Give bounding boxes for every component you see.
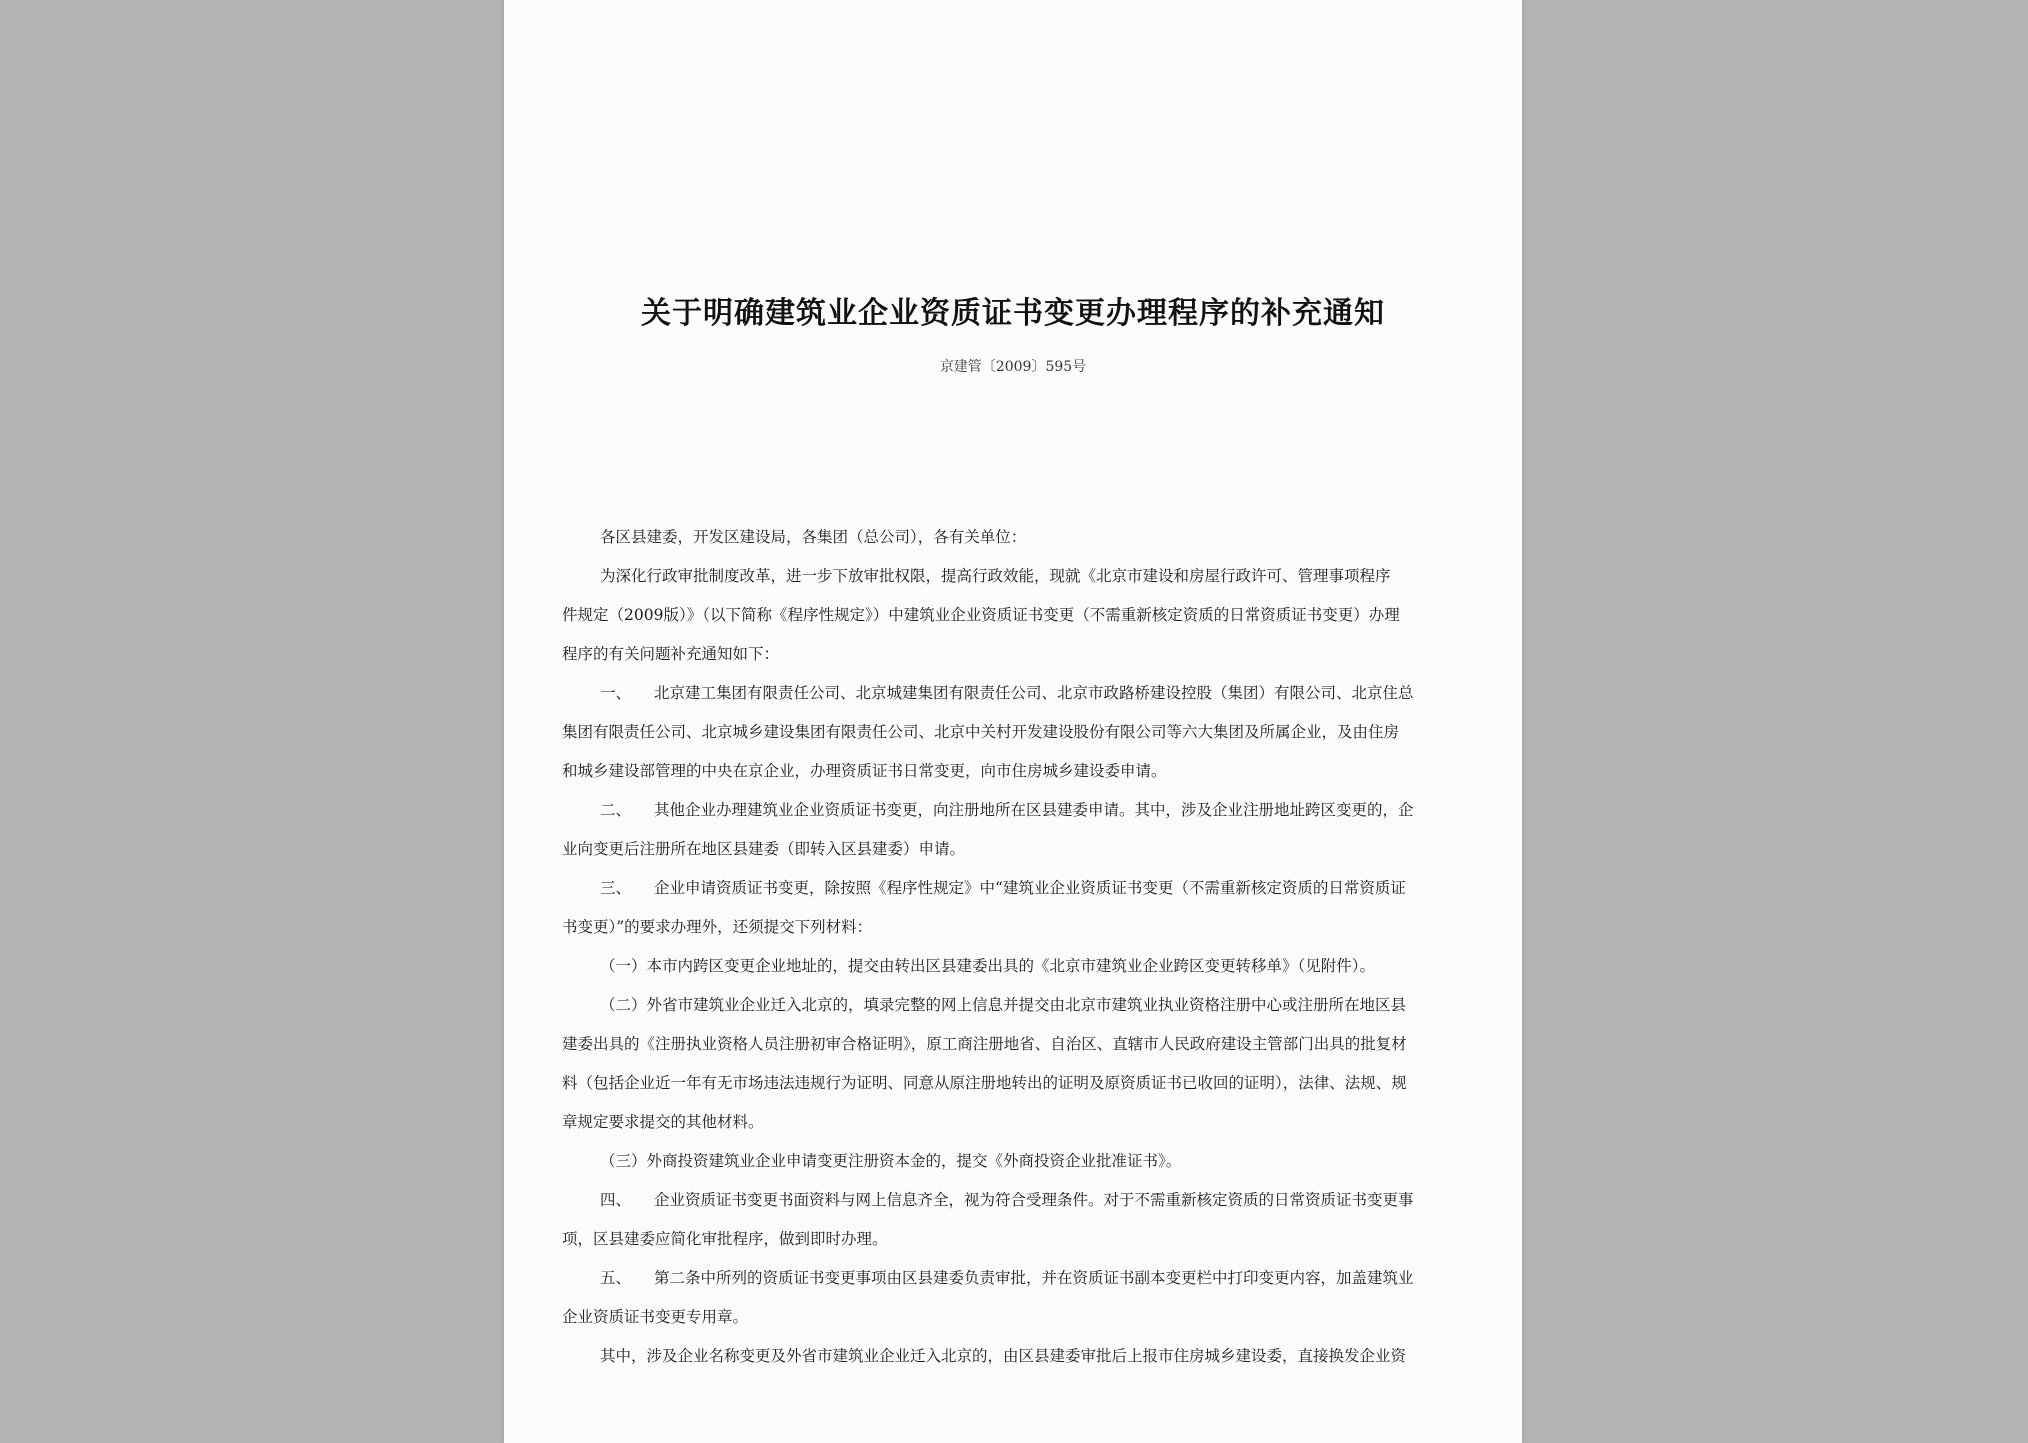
text-line <box>562 908 1522 947</box>
line-text: （二）外省市建筑业企业迁入北京的，填录完整的网上信息并提交由北京市建筑业执业资格注册中心或注册所在地区县 <box>600 996 1407 1014</box>
text-line <box>562 1298 1522 1337</box>
text-line <box>562 518 1522 557</box>
line-text: 北京建工集团有限责任公司、北京城建集团有限责任公司、北京市政路桥建设控股（集团）有限公司、北京住总 <box>654 684 1414 702</box>
line-text: 企业资质证书变更书面资料与网上信息齐全，视为符合受理条件。对于不需重新核定资质的日常资质证书变更事 <box>654 1191 1414 1209</box>
document-body <box>562 518 1522 1376</box>
text-line <box>562 1064 1522 1103</box>
section-number: 四、 <box>600 1191 632 1209</box>
text-line <box>562 557 1522 596</box>
text-line <box>562 947 1522 986</box>
line-text: 企业资质证书变更专用章。 <box>562 1308 749 1326</box>
line-text: 其他企业办理建筑业企业资质证书变更，向注册地所在区县建委申请。其中，涉及企业注册地址跨区变更的，企 <box>654 801 1414 819</box>
line-text: 第二条中所列的资质证书变更事项由区县建委负责审批，并在资质证书副本变更栏中打印变更内容，加盖建筑业 <box>654 1269 1414 1287</box>
text-line <box>562 869 1522 908</box>
line-text: 和城乡建设部管理的中央在京企业，办理资质证书日常变更，向市住房城乡建设委申请。 <box>562 762 1167 780</box>
text-line <box>562 1025 1522 1064</box>
section-number: 五、 <box>600 1269 632 1287</box>
text-line <box>562 1103 1522 1142</box>
line-text: 业向变更后注册所在地区县建委（即转入区县建委）申请。 <box>562 840 966 858</box>
line-text: 为深化行政审批制度改革，进一步下放审批权限，提高行政效能，现就《北京市建设和房屋行政许可、管理事项程序 <box>600 567 1391 585</box>
section-number: 二、 <box>600 801 632 819</box>
line-text: 程序的有关问题补充通知如下： <box>562 645 780 663</box>
text-line <box>562 1337 1522 1376</box>
text-line <box>562 752 1522 791</box>
text-line <box>562 674 1522 713</box>
text-line <box>562 986 1522 1025</box>
line-text: 件规定（2009版）》（以下简称《程序性规定》）中建筑业企业资质证书变更（不需重新核定资质的日常资质证书变更）办理 <box>562 606 1400 624</box>
text-line <box>562 635 1522 674</box>
line-text: 料（包括企业近一年有无市场违法违规行为证明、同意从原注册地转出的证明及原资质证书已收回的证明），法律、法规、规 <box>562 1074 1407 1092</box>
line-text: 项，区县建委应简化审批程序，做到即时办理。 <box>562 1230 888 1248</box>
line-text: 建委出具的《注册执业资格人员注册初审合格证明》，原工商注册地省、自治区、直辖市人民政府建设主管部门出具的批复材 <box>562 1035 1407 1053</box>
text-line <box>562 1220 1522 1259</box>
line-text: 其中，涉及企业名称变更及外省市建筑业企业迁入北京的，由区县建委审批后上报市住房城乡建设委，直接换发企业资 <box>600 1347 1407 1365</box>
text-line <box>562 596 1522 635</box>
line-text: （三）外商投资建筑业企业申请变更注册资本金的，提交《外商投资企业批准证书》。 <box>600 1152 1182 1170</box>
line-text: 集团有限责任公司、北京城乡建设集团有限责任公司、北京中关村开发建设股份有限公司等六大集团及所属企业，及由住房 <box>562 723 1400 741</box>
line-text: 企业申请资质证书变更，除按照《程序性规定》中“建筑业企业资质证书变更（不需重新核定资质的日常资质证 <box>654 879 1406 897</box>
text-line <box>562 1181 1522 1220</box>
text-line <box>562 713 1522 752</box>
text-line <box>562 1142 1522 1181</box>
section-number: 三、 <box>600 879 632 897</box>
document-page <box>504 0 1522 1443</box>
document-number: 京建管〔2009〕595号 <box>939 359 1087 375</box>
document-title: 关于明确建筑业企业资质证书变更办理程序的补充通知 <box>641 296 1385 331</box>
text-line <box>562 1259 1522 1298</box>
section-number: 一、 <box>600 684 632 702</box>
line-text: （一）本市内跨区变更企业地址的，提交由转出区县建委出具的《北京市建筑业企业跨区变更转移单》（见附件）。 <box>600 957 1376 975</box>
text-line <box>562 830 1522 869</box>
line-text: 书变更）”的要求办理外，还须提交下列材料： <box>562 918 873 936</box>
line-text: 章规定要求提交的其他材料。 <box>562 1113 764 1131</box>
text-line <box>562 791 1522 830</box>
line-text: 各区县建委，开发区建设局，各集团（总公司），各有关单位： <box>600 528 1027 546</box>
